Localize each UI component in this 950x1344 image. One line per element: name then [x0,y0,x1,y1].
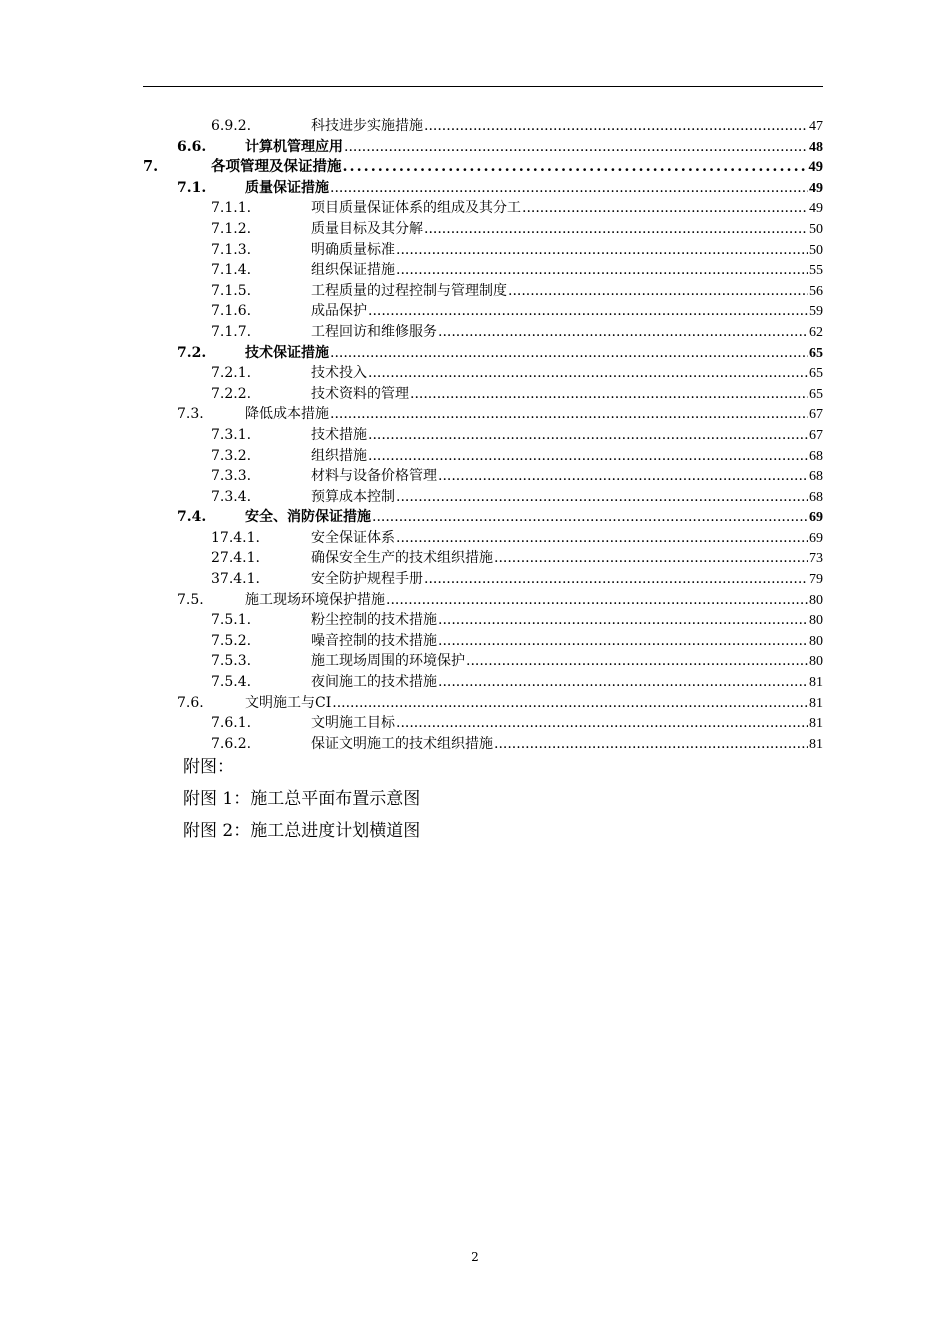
toc-entry-page: 81 [809,736,823,752]
toc-leader-dots [424,116,808,137]
toc-entry-number: 7.1.4. [211,262,252,279]
toc-entry-number: 7. [143,158,159,176]
toc-leader-dots [438,610,808,631]
toc-leader-dots [396,713,808,734]
toc-entry[interactable] [143,466,823,487]
toc-entry-page: 81 [809,695,823,711]
toc-entry-title: 噪音控制的技术措施 [311,632,437,649]
toc-entry[interactable] [143,343,823,364]
toc-leader-dots [396,240,808,261]
toc-entry-page: 65 [809,386,823,402]
toc-entry[interactable] [143,425,823,446]
toc-leader-dots [438,322,808,343]
toc-entry-title: 技术资料的管理 [311,385,409,402]
toc-entry-title: 组织措施 [311,447,367,464]
toc-entry-title: 文明施工目标 [311,715,395,732]
toc-entry[interactable] [143,178,823,199]
toc-entry-number: 7.1.5. [211,282,252,299]
toc-entry[interactable] [143,446,823,467]
toc-entry-page: 68 [809,489,823,505]
toc-entry-number: 7.3.2. [211,447,252,464]
toc-leader-dots [466,651,808,672]
toc-entry[interactable] [143,713,823,734]
toc-entry-page: 80 [809,613,823,629]
toc-entry[interactable] [143,157,823,178]
toc-entry[interactable] [143,198,823,219]
toc-entry-number: 6.6. [177,138,207,155]
toc-leader-dots [438,466,808,487]
appendix-heading: 附图： [183,757,234,777]
toc-entry-number: 7.5. [177,591,204,608]
toc-leader-dots [494,734,808,755]
toc-entry[interactable] [143,219,823,240]
toc-entry[interactable] [143,404,823,425]
toc-entry[interactable] [143,528,823,549]
toc-entry-page: 79 [809,572,823,588]
toc-entry-page: 80 [809,654,823,670]
toc-entry-page: 49 [808,159,823,176]
toc-entry-title: 工程回访和维修服务 [311,323,437,340]
toc-leader-dots [494,548,808,569]
toc-entry-title: 粉尘控制的技术措施 [311,612,437,629]
toc-leader-dots [438,672,808,693]
toc-leader-dots [410,384,808,405]
toc-entry[interactable] [143,384,823,405]
toc-entry-title: 保证文明施工的技术组织措施 [311,735,493,752]
toc-entry-title: 降低成本措施 [245,406,329,423]
toc-entry-page: 55 [809,263,823,279]
toc-entry-number: 7.1.3. [211,241,252,258]
toc-entry-title: 材料与设备价格管理 [311,468,437,485]
toc-leader-dots [368,363,808,384]
toc-leader-dots [368,446,808,467]
toc-leader-dots [330,343,808,364]
toc-entry[interactable] [143,548,823,569]
toc-entry-number: 7.3.1. [211,426,252,443]
toc-entry-page: 65 [809,345,823,361]
toc-entry-number: 7.1.1. [211,200,252,217]
toc-entry-number: 7.5.3. [211,653,252,670]
toc-entry-title: 组织保证措施 [311,262,395,279]
page-number: 2 [471,1250,479,1264]
toc-entry-number: 7.2.2. [211,385,252,402]
toc-entry-number: 7.2. [177,344,207,361]
toc-entry-title: 预算成本控制 [311,488,395,505]
toc-entry[interactable] [143,651,823,672]
toc-entry-page: 68 [809,448,823,464]
toc-entry[interactable] [143,507,823,528]
toc-entry-title: 安全防护规程手册 [311,571,423,588]
toc-leader-dots [396,487,808,508]
toc-entry-page: 47 [809,119,823,134]
toc-entry[interactable] [143,322,823,343]
toc-entry-page: 80 [809,592,823,608]
toc-entry-title: 成品保护 [311,303,367,320]
toc-entry-number: 6.9.2. [211,118,252,134]
toc-entry[interactable] [143,610,823,631]
toc-entry-title: 明确质量标准 [311,241,395,258]
toc-entry-page: 56 [809,283,823,299]
toc-entry[interactable] [143,301,823,322]
toc-entry[interactable] [143,693,823,714]
toc-entry-page: 62 [809,324,823,340]
toc-entry-page: 69 [809,530,823,546]
toc-entry-page: 50 [809,221,823,237]
toc-entry-title: 技术投入 [311,365,367,382]
toc-leader-dots [424,569,808,590]
toc-entry-page: 73 [809,551,823,567]
toc-entry[interactable] [143,569,823,590]
toc-entry-number: 7.1.7. [211,323,252,340]
toc-entry-title: 技术措施 [311,426,367,443]
toc-entry-title: 项目质量保证体系的组成及其分工 [311,200,521,217]
toc-entry-number: 7.5.4. [211,674,252,691]
toc-entry-page: 65 [809,366,823,382]
toc-leader-dots [396,528,808,549]
toc-entry-number: 7.4. [177,509,207,526]
toc-entry[interactable] [143,137,823,158]
toc-entry[interactable] [143,672,823,693]
toc-entry-number: 17.4.1. [211,529,260,546]
toc-entry-number: 7.6.1. [211,715,252,732]
toc-entry-title: 文明施工与CI [245,694,332,711]
toc-entry-title: 各项管理及保证措施 [211,158,342,176]
toc-entry[interactable] [143,363,823,384]
toc-entry-page: 69 [809,510,823,526]
toc-leader-dots [330,404,808,425]
table-of-contents [143,116,823,754]
toc-leader-dots [343,157,808,178]
toc-leader-dots [508,281,808,302]
toc-entry-title: 质量保证措施 [245,179,329,196]
toc-entry-number: 7.2.1. [211,365,252,382]
toc-entry-number: 7.6.2. [211,735,252,752]
toc-leader-dots [332,693,808,714]
appendix-item: 附图 2：施工总进度计划横道图 [183,821,421,841]
toc-entry-number: 7.5.2. [211,632,252,649]
appendix-section [183,752,420,846]
toc-entry-page: 59 [809,304,823,320]
toc-leader-dots [438,631,808,652]
toc-entry-number: 7.1.2. [211,220,252,237]
toc-entry[interactable] [143,116,823,137]
toc-entry-number: 7.1. [177,179,207,196]
toc-entry-page: 48 [809,139,823,155]
toc-entry-title: 施工现场环境保护措施 [245,591,385,608]
toc-leader-dots [330,178,808,199]
header-rule [143,86,823,87]
toc-entry-page: 81 [809,675,823,691]
toc-entry-title: 技术保证措施 [245,344,329,361]
toc-entry-title: 施工现场周围的环境保护 [311,653,465,670]
toc-entry-title: 夜间施工的技术措施 [311,674,437,691]
toc-entry-page: 80 [809,633,823,649]
toc-leader-dots [424,219,808,240]
toc-entry-title: 计算机管理应用 [245,138,343,155]
toc-entry-number: 7.1.6. [211,303,252,320]
toc-entry-page: 67 [809,427,823,443]
toc-entry[interactable] [143,240,823,261]
toc-entry-title: 质量目标及其分解 [311,220,423,237]
toc-entry-title: 确保安全生产的技术组织措施 [311,550,493,567]
toc-leader-dots [522,198,808,219]
toc-entry-page: 49 [809,180,823,196]
toc-entry-title: 安全保证体系 [311,529,395,546]
appendix-item: 附图 1：施工总平面布置示意图 [183,789,421,809]
toc-entry-title: 工程质量的过程控制与管理制度 [311,282,507,299]
toc-leader-dots [386,590,808,611]
toc-entry-page: 67 [809,407,823,423]
toc-entry-number: 7.3. [177,406,204,423]
toc-entry-page: 50 [809,242,823,258]
toc-entry-number: 27.4.1. [211,550,260,567]
toc-entry[interactable] [143,487,823,508]
toc-entry-title: 安全、消防保证措施 [245,509,371,526]
toc-leader-dots [368,425,808,446]
toc-entry-page: 68 [809,469,823,485]
toc-entry[interactable] [143,281,823,302]
toc-leader-dots [396,260,808,281]
toc-entry[interactable] [143,260,823,281]
toc-entry-number: 7.6. [177,694,204,711]
toc-leader-dots [344,137,808,158]
toc-entry-page: 81 [809,716,823,732]
toc-entry[interactable] [143,631,823,652]
toc-entry-number: 7.5.1. [211,612,252,629]
toc-entry-page: 49 [809,201,823,217]
toc-leader-dots [368,301,808,322]
toc-entry-number: 7.3.4. [211,488,252,505]
toc-entry[interactable] [143,590,823,611]
toc-entry-number: 7.3.3. [211,468,252,485]
toc-entry-title: 科技进步实施措施 [311,118,423,134]
toc-entry-number: 37.4.1. [211,571,260,588]
toc-leader-dots [372,507,808,528]
